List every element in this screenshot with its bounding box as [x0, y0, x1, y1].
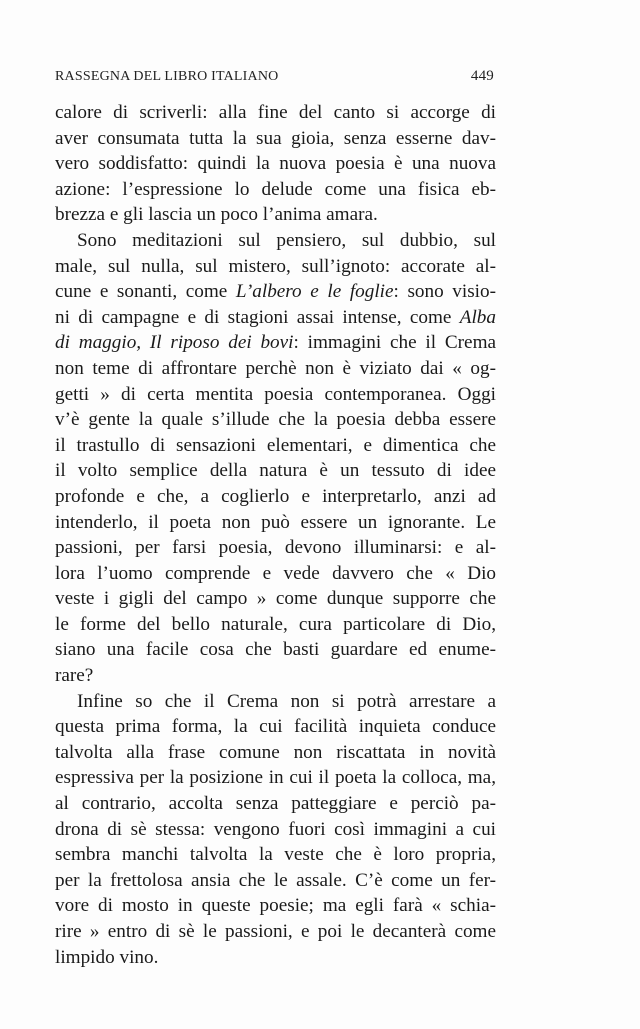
text-line: limpido vino. [55, 946, 159, 968]
text-line: talvolta alla frase comune non riscattata in novità [55, 741, 496, 763]
text-line: getti » di certa mentita poesia contemporanea. Oggi [55, 383, 496, 405]
text-line: non teme di affrontare perchè non è viziato dai « og- [55, 357, 496, 379]
text-line: il volto semplice della natura è un tessuto di idee [55, 460, 496, 482]
book-page [55, 68, 496, 970]
paragraph [55, 228, 496, 689]
running-header [55, 68, 496, 90]
text-line: di maggio, Il riposo dei bovi: immagini che il Crema [55, 332, 497, 354]
text-line: male, sul nulla, sul mistero, sull’ignoto: accorate al- [55, 255, 496, 277]
text-line: lora l’uomo comprende e vede davvero che « Dio [55, 562, 496, 584]
text-line: vero soddisfatto: quindi la nuova poesia è una nuova [55, 153, 496, 175]
text-line: rire » entro di sè le passioni, e poi le decanterà come [55, 921, 496, 942]
text-line: intenderlo, il poeta non può essere un ignorante. Le [55, 511, 496, 533]
text-line: il trastullo di sensazioni elementari, e dimentica che [55, 434, 496, 456]
text-line: sembra manchi talvolta la veste che è loro propria, [55, 844, 496, 866]
page-number: 449 [470, 68, 494, 84]
text-line: Sono meditazioni sul pensiero, sul dubbio, sul [77, 229, 496, 251]
text-line: vore di mosto in queste poesie; ma egli farà « schia- [55, 895, 496, 917]
running-title: RASSEGNA DEL LIBRO ITALIANO [55, 69, 279, 84]
text-line: ni di campagne e di stagioni assai intense, come Alba [55, 306, 496, 328]
text-line: siano una facile cosa che basti guardare ed enume- [55, 639, 496, 661]
paragraph [55, 100, 496, 228]
text-line: passioni, per farsi poesia, devono illuminarsi: e al- [55, 537, 496, 559]
text-line: per la frettolosa ansia che le assale. C’è come un fer- [55, 869, 496, 891]
text-line: espressiva per la posizione in cui il poeta la colloca, ma, [55, 767, 496, 789]
text-line: questa prima forma, la cui facilità inquieta conduce [55, 716, 496, 738]
body-text [55, 100, 496, 970]
text-line: brezza e gli lascia un poco l’anima amara. [55, 204, 378, 226]
text-line: le forme del bello naturale, cura particolare di Dio, [55, 613, 496, 635]
text-line: calore di scriverli: alla fine del canto si accorge di [55, 102, 496, 123]
italic-title: Alba [459, 306, 496, 328]
text-line: v’è gente la quale s’illude che la poesia debba essere [55, 409, 496, 431]
italic-title: L’albero e le foglie [235, 281, 394, 303]
text-line: rare? [55, 665, 94, 687]
text-line: Infine so che il Crema non si potrà arrestare a [77, 690, 496, 712]
text-line: drona di sè stessa: vengono fuori così immagini a cui [55, 818, 496, 840]
paragraph [55, 689, 496, 971]
text-line: cune e sonanti, come L’albero e le foglie: sono visio- [55, 281, 496, 303]
italic-title: di maggio, Il riposo dei bovi [55, 332, 294, 354]
text-line: veste i gigli del campo » come dunque supporre che [55, 588, 496, 610]
text-line: al contrario, accolta senza patteggiare e perciò pa- [55, 793, 496, 815]
text-line: profonde e che, a coglierlo e interpretarlo, anzi ad [55, 485, 496, 507]
text-line: aver consumata tutta la sua gioia, senza esserne dav- [55, 127, 496, 149]
text-line: azione: l’espressione lo delude come una fisica eb- [55, 178, 496, 200]
